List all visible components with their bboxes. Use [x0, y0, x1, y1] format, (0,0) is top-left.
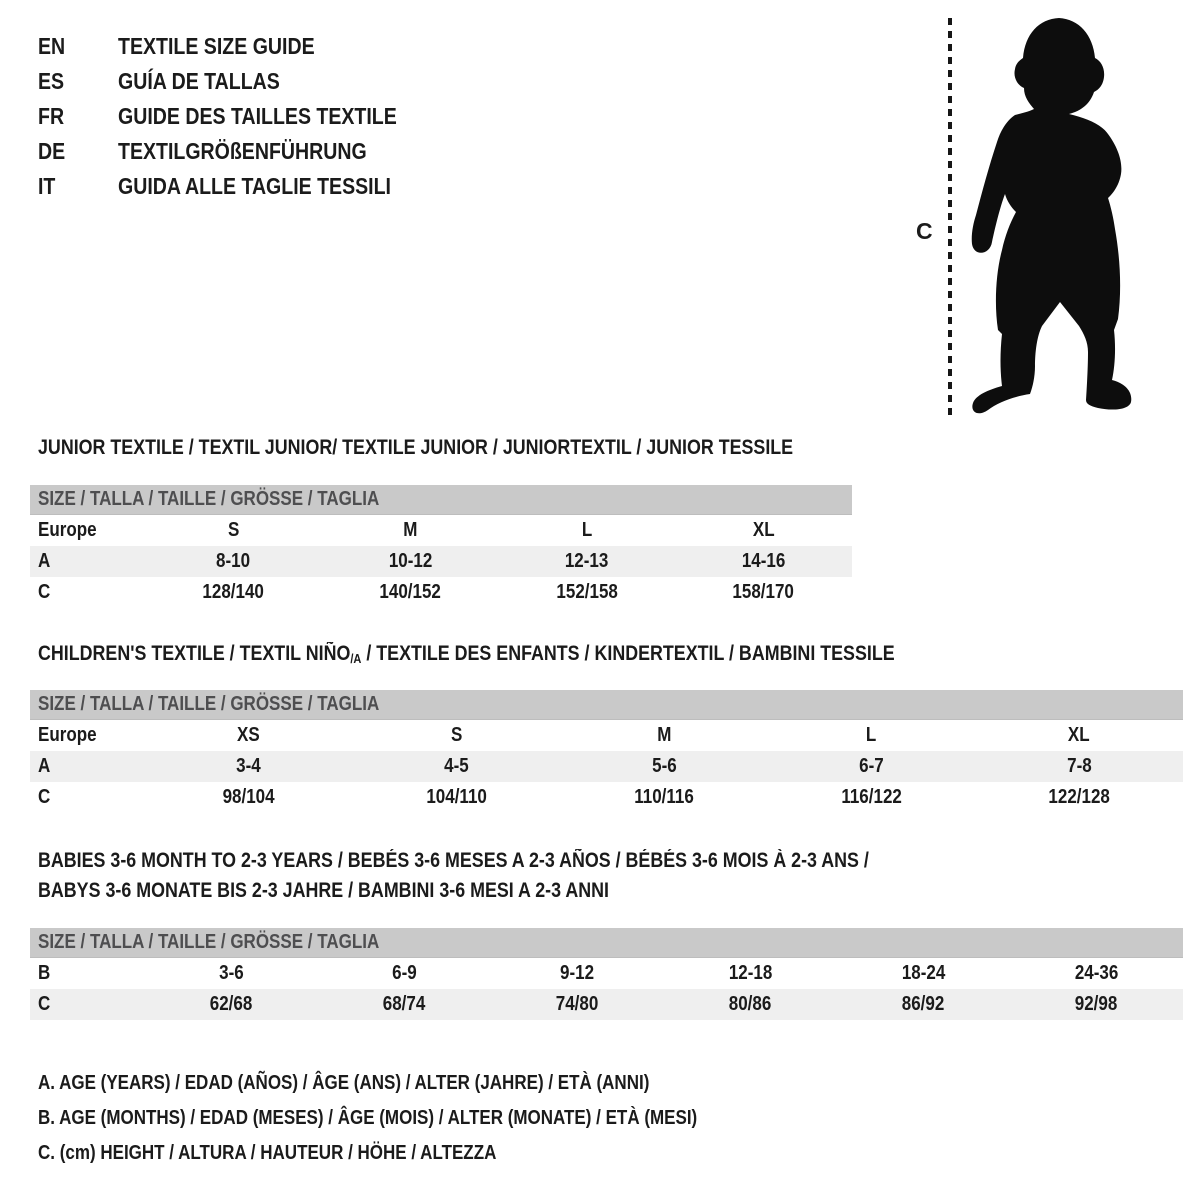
language-row-it — [38, 169, 446, 204]
language-row-fr — [38, 99, 446, 134]
cell-text: 116/122 — [841, 786, 902, 808]
children-section-heading — [38, 639, 1046, 674]
children-heading-pre: CHILDREN'S TEXTILE / TEXTIL NIÑO — [38, 642, 351, 665]
table-cell — [560, 786, 768, 809]
table-cell — [145, 755, 353, 778]
legend-line-a — [38, 1066, 814, 1101]
cell-text: 7-8 — [1066, 755, 1092, 777]
table-cell — [491, 993, 664, 1016]
table-cell — [499, 550, 676, 573]
junior-size-table — [30, 485, 852, 608]
row-label-text: A — [38, 755, 51, 777]
table-cell — [1010, 962, 1183, 985]
cell-text: 128/140 — [202, 581, 265, 603]
cell-text: 104/110 — [426, 786, 487, 808]
guide-title-text: GUIDA ALLE TAGLIE TESSILI — [118, 173, 391, 199]
size-col-text: L — [866, 724, 877, 746]
cell-text: 14-16 — [741, 550, 786, 572]
row-label-text: A — [38, 550, 51, 572]
cell-text: 3-6 — [219, 962, 244, 984]
cell-text: 98/104 — [222, 786, 275, 808]
language-code-text: EN — [38, 33, 66, 59]
row-label — [30, 519, 145, 542]
babies-size-table — [30, 928, 1183, 1020]
language-code — [38, 103, 118, 130]
table-cell — [837, 962, 1010, 985]
cell-text: 8-10 — [216, 550, 251, 572]
size-header-bar-text: SIZE / TALLA / TAILLE / GRÖSSE / TAGLIA — [38, 931, 380, 953]
size-col-text: XL — [752, 519, 775, 541]
size-col — [499, 519, 676, 542]
table-cell — [837, 993, 1010, 1016]
size-col-text: L — [581, 519, 593, 541]
cell-text: 24-36 — [1074, 962, 1119, 984]
row-label-text: C — [38, 581, 51, 603]
table-cell — [975, 786, 1183, 809]
junior-section-heading — [38, 433, 926, 463]
table-cell — [353, 755, 561, 778]
table-row-age — [30, 751, 1183, 782]
size-col — [675, 519, 852, 542]
table-cell — [664, 993, 837, 1016]
size-col — [768, 724, 976, 747]
table-cell — [318, 993, 491, 1016]
row-label — [30, 724, 145, 747]
size-col — [353, 724, 561, 747]
table-cell — [491, 962, 664, 985]
size-header-bar-text: SIZE / TALLA / TAILLE / GRÖSSE / TAGLIA — [38, 693, 380, 715]
cell-text: 12-13 — [565, 550, 609, 572]
cell-text: 6-7 — [859, 755, 884, 777]
size-header-bar-text: SIZE / TALLA / TAILLE / GRÖSSE / TAGLIA — [38, 488, 380, 510]
table-cell — [675, 550, 852, 573]
cell-text: 86/92 — [902, 993, 945, 1015]
toddler-silhouette-icon — [962, 14, 1140, 416]
table-cell — [975, 755, 1183, 778]
size-col — [975, 724, 1183, 747]
row-label — [30, 962, 145, 985]
row-label-text: Europe — [38, 724, 97, 746]
cell-text: 80/86 — [729, 993, 772, 1015]
table-cell — [145, 581, 322, 604]
cell-text: 158/170 — [732, 581, 795, 603]
legend-line-b — [38, 1101, 814, 1136]
language-code-text: DE — [38, 138, 66, 164]
cell-text: 4-5 — [444, 755, 469, 777]
table-cell — [560, 755, 768, 778]
language-row-en — [38, 29, 446, 64]
babies-heading-line1: BABIES 3-6 MONTH TO 2-3 YEARS / BEBÉS 3-6 MESES A 2-3 AÑOS / BÉBÉS 3-6 MOIS À 2-3 ANS / — [38, 849, 869, 872]
row-label-text: B — [38, 962, 51, 984]
language-title-list — [38, 29, 446, 204]
cell-text: 12-18 — [728, 962, 773, 984]
table-cell — [768, 786, 976, 809]
guide-title-text: GUIDE DES TAILLES TEXTILE — [118, 103, 397, 129]
table-row-months — [30, 958, 1183, 989]
children-size-table — [30, 690, 1183, 813]
cell-text: 3-4 — [236, 755, 262, 777]
cell-text: 18-24 — [901, 962, 946, 984]
table-cell — [664, 962, 837, 985]
language-row-de — [38, 134, 446, 169]
legend-line-b-text: B. AGE (MONTHS) / EDAD (MESES) / ÂGE (MOIS) / ALTER (MONATE) / ETÀ (MESI) — [38, 1107, 698, 1129]
cell-text: 5-6 — [651, 755, 677, 777]
legend-line-a-text: A. AGE (YEARS) / EDAD (AÑOS) / ÂGE (ANS) / ALTER (JAHRE) / ETÀ (ANNI) — [38, 1072, 650, 1094]
size-col — [145, 519, 322, 542]
table-cell — [145, 786, 353, 809]
guide-title — [118, 138, 411, 165]
size-header-bar — [30, 928, 1183, 958]
table-cell — [318, 962, 491, 985]
cell-text: 62/68 — [210, 993, 253, 1015]
junior-heading-text: JUNIOR TEXTILE / TEXTIL JUNIOR/ TEXTILE JUNIOR / JUNIORTEXTIL / JUNIOR TESSILE — [38, 436, 794, 459]
language-code — [38, 173, 118, 200]
children-heading-sub: /A — [350, 651, 362, 666]
size-col-text: S — [450, 724, 463, 746]
table-row-height — [30, 782, 1183, 813]
children-heading-text — [38, 639, 895, 674]
children-heading-post: / TEXTILE DES ENFANTS / KINDERTEXTIL / BAMBINI TESSILE — [361, 642, 895, 665]
babies-section-heading — [38, 846, 1016, 906]
row-label-text: C — [38, 993, 51, 1015]
row-label — [30, 581, 145, 604]
language-row-es — [38, 64, 446, 99]
language-code — [38, 68, 118, 95]
cell-text: 110/116 — [634, 786, 694, 808]
table-cell — [499, 581, 676, 604]
cell-text: 9-12 — [560, 962, 595, 984]
size-col-text: XL — [1068, 724, 1091, 746]
size-col-text: M — [403, 519, 418, 541]
guide-title-text: GUÍA DE TALLAS — [118, 68, 280, 94]
guide-title-text: TEXTILE SIZE GUIDE — [118, 33, 315, 59]
language-code — [38, 33, 118, 60]
cell-text: 140/152 — [379, 581, 441, 603]
cell-text: 74/80 — [556, 993, 599, 1015]
guide-title — [118, 33, 349, 60]
cell-text: 122/128 — [1048, 786, 1110, 808]
guide-title — [118, 173, 439, 200]
table-cell — [322, 581, 499, 604]
height-dashed-line — [948, 18, 952, 415]
language-code — [38, 138, 118, 165]
size-col-text: S — [227, 519, 240, 541]
cell-text: 68/74 — [383, 993, 426, 1015]
cell-text: 6-9 — [392, 962, 417, 984]
size-col-text: XS — [237, 724, 261, 746]
guide-title — [118, 68, 308, 95]
row-label — [30, 786, 145, 809]
cell-text: 152/158 — [556, 581, 618, 603]
size-col — [322, 519, 499, 542]
table-row-age — [30, 546, 852, 577]
table-cell — [1010, 993, 1183, 1016]
cell-text: 92/98 — [1075, 993, 1118, 1015]
table-cell — [353, 786, 561, 809]
table-cell — [675, 581, 852, 604]
table-cell — [145, 993, 318, 1016]
table-row-height — [30, 989, 1183, 1020]
height-measure-label: C — [916, 218, 933, 244]
size-col — [145, 724, 353, 747]
size-col-text: M — [656, 724, 672, 746]
size-header-bar — [30, 485, 852, 515]
size-header-bar — [30, 690, 1183, 720]
legend-line-c — [38, 1136, 814, 1171]
row-label-text: C — [38, 786, 51, 808]
table-header-row — [30, 515, 852, 546]
babies-heading-line2: BABYS 3-6 MONATE BIS 2-3 JAHRE / BAMBINI 3-6 MESI A 2-3 ANNI — [38, 879, 609, 902]
measure-legend — [38, 1066, 814, 1171]
row-label — [30, 755, 145, 778]
guide-title-text: TEXTILGRÖßENFÜHRUNG — [118, 138, 367, 164]
row-label — [30, 993, 145, 1016]
table-cell — [145, 962, 318, 985]
language-code-text: FR — [38, 103, 65, 129]
language-code-text: ES — [38, 68, 65, 94]
row-label-text: Europe — [38, 519, 97, 541]
table-row-height — [30, 577, 852, 608]
size-col — [560, 724, 768, 747]
table-header-row — [30, 720, 1183, 751]
table-cell — [322, 550, 499, 573]
row-label — [30, 550, 145, 573]
table-cell — [145, 550, 322, 573]
legend-line-c-text: C. (cm) HEIGHT / ALTURA / HAUTEUR / HÖHE / ALTEZZA — [38, 1142, 497, 1164]
cell-text: 10-12 — [388, 550, 432, 572]
language-code-text: IT — [38, 173, 56, 199]
table-cell — [768, 755, 976, 778]
guide-title — [118, 103, 446, 130]
